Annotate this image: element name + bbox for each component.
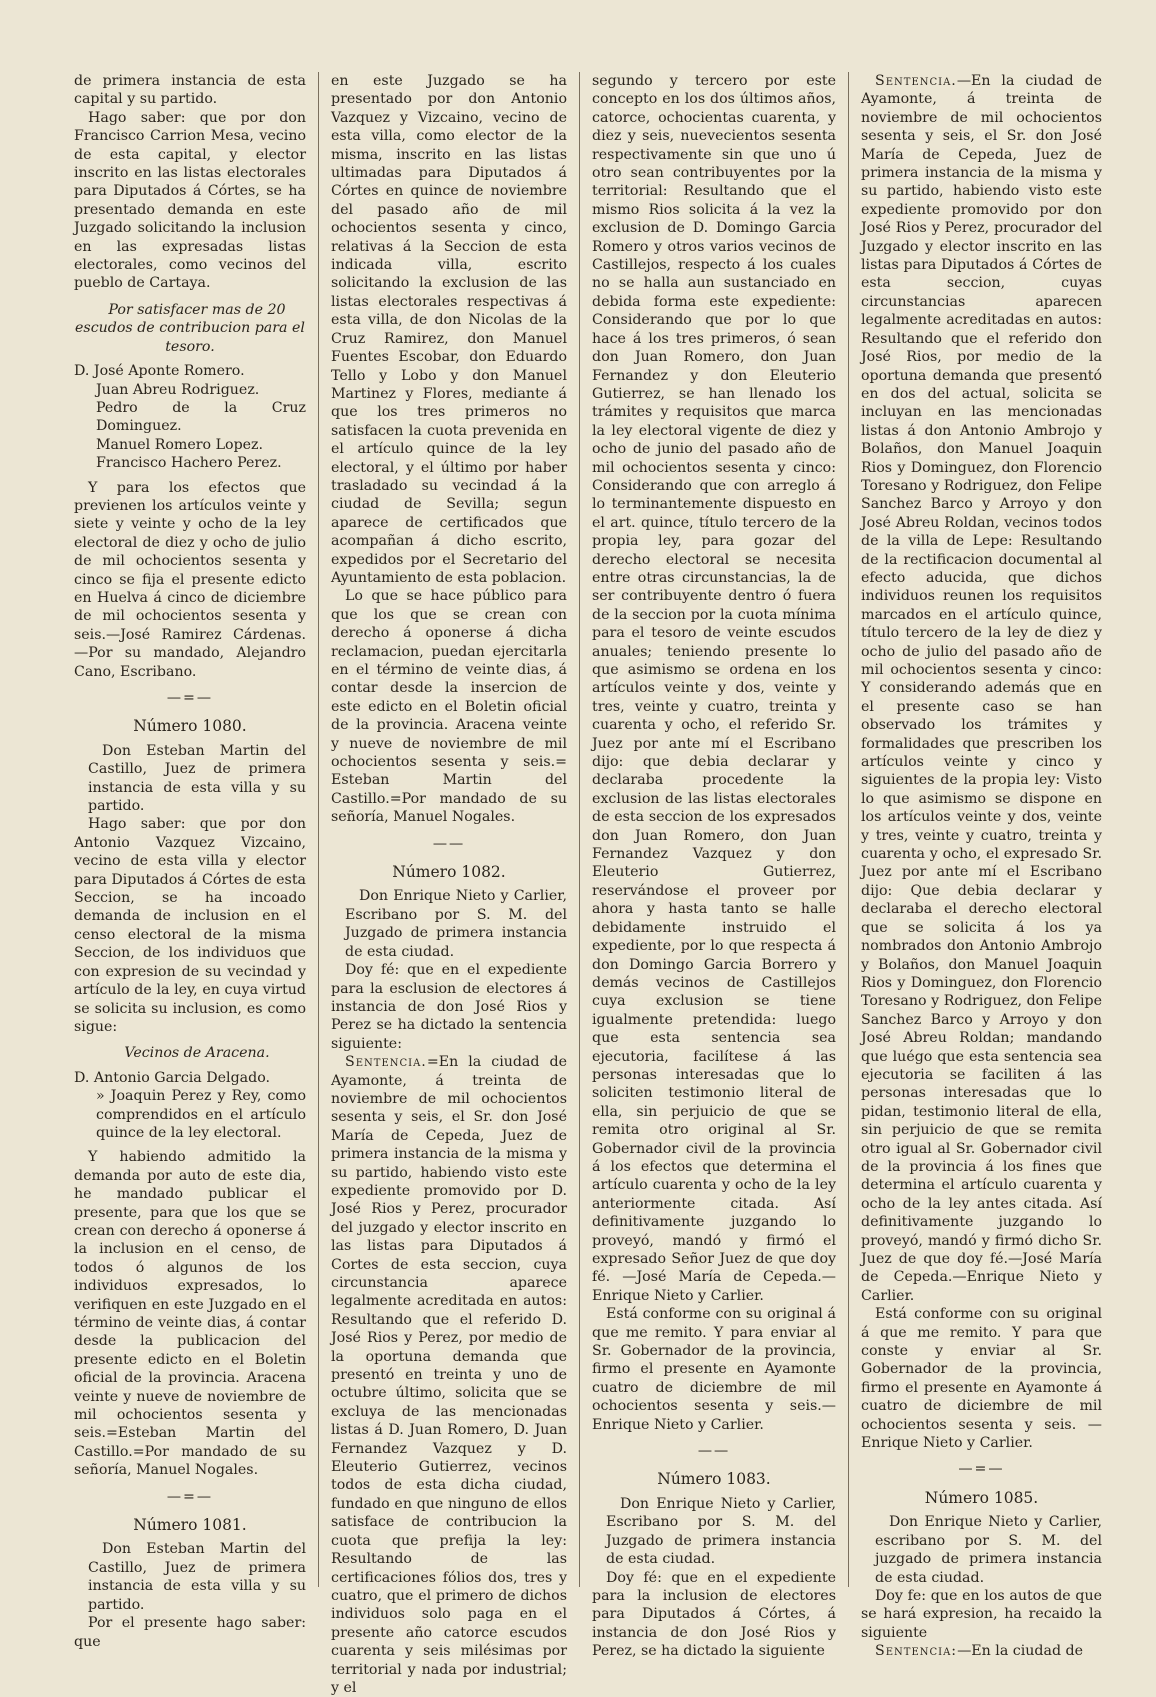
paragraph: Hago saber: que por don Antonio Vazquez Vizcaino, vecino de esta villa y elector para Diputados á Córtes de esta Seccion, se ha incoado demanda de inclusion en el censo electoral de la misma Seccion, de los individuos que con expresion de su vecindad y artículo de la ley, en cuya virtud se solicita su inclusion, es como sigue:	[74, 816, 306, 1035]
paragraph: Lo que se hace público para que los que se crean con derecho á oponerse á dicha reclamacion, puedan ejercitarla en el término de veinte dias, á contar desde la insercion de este edicto en el Boletin oficial de la provincia. Aracena veinte y nueve de noviembre de mil ochocientos sesenta y seis.= Esteban Martin del Castillo.=Por mandado de su señoría, Manuel Nogales.	[331, 588, 567, 826]
paragraph: Está conforme con su original á que me remito. Y para que conste y enviar al Sr. Gobernador de la provincia, firmo el presente en Ayamonte á cuatro de diciembre de mil ochocientos sesenta y seis. —Enrique Nieto y Carlier.	[861, 1306, 1102, 1452]
paragraph: Y para los efectos que previenen los artículos veinte y siete y veinte y ocho de la ley electoral de diez y ocho de julio de mil ochocientos sesenta y cinco se fija el presente edicto en Huelva á cinco de diciembre de mil ochocientos sesenta y seis.—José Ramirez Cárdenas. —Por su mandado, Alejandro Cano, Escribano.	[74, 479, 306, 680]
paragraph: Don Esteban Martin del Castillo, Juez de primera instancia de esta villa y su partido.	[88, 1541, 306, 1613]
sentence-label: Sentencia:	[875, 1643, 958, 1660]
paragraph: segundo y tercero por este concepto en los dos últimos años, catorce, ochocientas cuarenta, y diez y seis, nuevecientos sesenta respectivamente sin que uno ú otro sean contribuyentes por la territorial: Resultando que el mismo Rios solicita á la vez la exclusion de D. Domingo Garcia Romero y otros varios vecinos de Castillejos, respecto á los cuales no se halla aun sustanciado en debida forma este expediente: Considerando que por lo que hace á los tres primeros, ó sean don Juan Romero, don Juan Fernandez y don Eleuterio Gutierrez, se han llenado los trámites y requisitos que marca la ley electoral vigente de diez y ocho de junio del pasado año de mil ochocientos sesenta y cinco: Considerando que con arreglo á lo terminantemente dispuesto en el art. quince, título tercero de la propia ley, para gozar del derecho electoral se necesita entre otras circunstancias, la de ser contribuyente dentro ó fuera de la seccion por la cuota mínima para el tesoro de veinte escudos anuales; teniendo presente lo que asimismo se ordena en los artículos veinte y dos, veinte y tres, veinte y cuatro, treinta y cuarenta y ocho, el referido Sr. Juez por ante mí el Escribano dijo: que debia declarar y declaraba procedente la exclusion de las listas electorales de esta seccion de los expresados don Juan Romero, don Juan Fernandez Vazquez y don Eleuterio Gutierrez, reservándose el proveer por ahora y hasta tanto se halle debidamente instruido el expediente, por lo que respecta á don Domingo Garcia Borrero y demás vecinos de Castillejos cuya exclusion se tiene igualmente pretendida: luego que esta sentencia sea ejecutoria, facilítese á las personas interesadas que lo soliciten testimonio literal de ella, sin perjuicio de que se remita otro original al Sr. Gobernador civil de la provincia á los efectos que determina el artículo cuarenta y ocho de la ley anteriormente citada. Así definitivamente juzgando lo proveyó, mandó y firmó el expresado Señor Juez de que doy fé. —José María de Cepeda.—Enrique Nieto y Carlier.	[592, 73, 836, 1304]
paragraph: Don Enrique Nieto y Carlier, Escribano por S. M. del Juzgado de primera instancia de esta ciudad.	[345, 888, 567, 960]
paragraph: Está conforme con su original á que me remito. Y para enviar al Sr. Gobernador de la provincia, firmo el presente en Ayamonte cuatro de diciembre de mil ochocientos sesenta y seis.—Enrique Nieto y Carlier.	[592, 1306, 836, 1433]
sentence-text: —En la ciudad de Ayamonte, á treinta de noviembre de mil ochocientos sesenta y seis, el Sr. don José María de Cepeda, Juez de primera instancia de la misma y su partido, habiendo visto este expediente promovido por don José Rios y Perez, procurador del Juzgado y elector inscrito en las listas para Diputados á Córtes de esta seccion, cuyas circunstancias aparecen legalmente acreditadas en autos: Resultando que el referido don José Rios, por medio de la oportuna demanda que presentó en dos del actual, solicita se incluyan en las mencionadas listas á don Antonio Ambrojo y Bolaños, don Manuel Joaquin Rios y Dominguez, don Florencio Toresano y Rodriguez, don Felipe Sanchez Barco y Arroyo y don José Abreu Roldan, vecinos todos de la villa de Lepe: Resultando de la rectificacion documental al efecto aducida, que dichos individuos reunen los requisitos marcados en el artículo quince, título tercero de la ley de diez y ocho de julio del pasado año de mil ochocientos sesenta y cinco: Y considerando además que en el presente caso se han observado los trámites y formalidades que prescriben los artículos veinte y cinco y siguientes de la propia ley: Visto lo que asimismo se dispone en los artículos veinte y dos, veinte y tres, veinte y cuatro, treinta y cuarenta y ocho, el expresado Sr. Juez por ante mí el Escribano dijo: Que debia declarar y declaraba el derecho electoral que se solicita á los ya nombrados don Antonio Ambrojo y Bolaños, don Manuel Joaquin Rios y Dominguez, don Florencio Toresano y Rodriguez, don Felipe Sanchez Barco y Arroyo y don José Abreu Roldan; mandando que luégo que esta sentencia sea ejecutoria se faciliten á las personas interesadas que lo pidan, testimonio literal de ella, sin perjuicio de que se remita otro igual al Sr. Gobernador civil de la provincia á los fines que determina el artículo cuarenta y ocho de la ley antes citada. Así definitivamente juzgando lo proveyó, mandó y firmó dicho Sr. Juez de que doy fé.—José María de Cepeda.—Enrique Nieto y Carlier.	[861, 73, 1102, 1304]
section-number: Número 1083.	[657, 1470, 771, 1489]
name-list	[74, 1069, 306, 1143]
list-item: Francisco Hachero Perez.	[96, 455, 282, 472]
paragraph	[861, 72, 1102, 1305]
list-item: Juan Abreu Rodriguez.	[96, 381, 260, 398]
column-divider	[579, 72, 580, 1587]
separator: —=—	[958, 1461, 1005, 1478]
paragraph: Hago saber: que por don Francisco Carrion Mesa, vecino de esta capital, y elector inscrito en las listas electorales para Diputados á Córtes, se ha presentado demanda en este Juzgado solicitando la inclusion en las expresadas listas electorales, como vecinos del pueblo de Cartaya.	[74, 109, 306, 292]
list-item: Pedro de la Cruz Dominguez.	[96, 399, 306, 435]
column-divider	[318, 72, 319, 1587]
column-4	[861, 72, 1102, 1660]
section-number: Número 1085.	[924, 1488, 1039, 1507]
separator: ——	[432, 835, 466, 852]
sentence-label: Sentencia.	[345, 1054, 427, 1071]
sentence-text: =En la ciudad de Ayamonte, á treinta de noviembre de mil ochocientos sesenta y seis, el Sr. don José María de Cepeda, Juez de primera instancia de la misma y su partido, habiendo visto este expediente promovido por D. José Rios y Perez, procurador del juzgado y elector inscrito en las listas para Diputados á Cortes de esta seccion, cuya circunstancia aparece legalmente acreditada en autos: Resultando que el referido D. José Rios y Perez, por medio de la oportuna demanda que presentó en treinta y uno de octubre último, solicita que se excluya de las mencionadas listas á D. Juan Romero, D. Juan Fernandez Vazquez y D. Eleuterio Gutierrez, vecinos todos de esta dicha ciudad, fundado en que ninguno de ellos satisface de contribucion la cuota que prefija la ley: Resultando de las certificaciones fólios dos, tres y cuatro, que el primero de dichos individuos solo paga en el presente año catorce escudos cuarenta y seis milésimas por territorial y nada por industrial; y el	[331, 1054, 567, 1696]
list-item: D. José Aponte Romero.	[74, 363, 245, 380]
paragraph: de primera instancia de esta capital y su partido.	[74, 73, 306, 108]
section-number: Número 1080.	[133, 717, 247, 736]
separator: —=—	[166, 690, 214, 706]
paragraph: Doy fé: que en el expediente para la esclusion de electores á instancia de don José Rios y Perez se ha dictado la sentencia siguiente:	[331, 962, 567, 1052]
paragraph: Doy fé: que en el expediente para la inclusion de electores para Diputados á Córtes, á instancia de don José Rios y Perez, se ha dictado la siguiente	[592, 1569, 836, 1660]
section-number: Número 1082.	[392, 863, 506, 882]
subheading: Vecinos de Aracena.	[124, 1045, 270, 1062]
paragraph	[861, 1642, 1102, 1660]
paragraph: Doy fe: que en los autos de que se hará expresion, ha recaido la siguiente	[861, 1587, 1102, 1641]
paragraph: Por el presente hago saber: que	[74, 1615, 306, 1650]
paragraph	[331, 1053, 567, 1697]
paragraph: Don Esteban Martin del Castillo, Juez de primera instancia de esta villa y su partido.	[88, 742, 306, 815]
sentence-label: Sentencia.	[875, 73, 957, 89]
column-3	[592, 72, 836, 1660]
paragraph: Don Enrique Nieto y Carlier, escribano por S. M. del juzgado de primera instancia de esta ciudad.	[875, 1514, 1102, 1586]
paragraph: Y habiendo admitido la demanda por auto de este dia, he mandado publicar el presente, para que los que se crean con derecho á oponerse á la inclusion en el censo, de todos ó algunos de los individuos expresados, lo verifiquen en este Juzgado en el término de veinte dias, á contar desde la publicacion del presente edicto en el Boletin oficial de la provincia. Aracena veinte y nueve de noviembre de mil ochocientos sesenta y seis.=Esteban Martin del Castillo.=Por mandado de su señoría, Manuel Nogales.	[74, 1149, 306, 1479]
list-item: Manuel Romero Lopez.	[96, 436, 264, 453]
section-number: Número 1081.	[133, 1516, 247, 1535]
separator: —=—	[166, 1488, 214, 1505]
column-2	[331, 72, 567, 1696]
list-item: D. Antonio Garcia Delgado.	[74, 1069, 270, 1086]
sentence-text: —En la ciudad de	[957, 1643, 1084, 1660]
list-item: » Joaquin Perez y Rey, como comprendidos en el artículo quince de la ley electoral.	[96, 1088, 306, 1141]
name-list	[74, 362, 306, 472]
subheading: Por satisfacer mas de 20 escudos de contribucion para el tesoro.	[75, 301, 305, 355]
paragraph: Don Enrique Nieto y Carlier, Escribano por S. M. del Juzgado de primera instancia de esta ciudad.	[606, 1495, 836, 1568]
column-divider	[848, 72, 849, 1587]
paragraph: en este Juzgado se ha presentado por don Antonio Vazquez y Vizcaino, vecino de esta villa, como elector de la misma, inscrito en las listas ultimadas para Diputados á Córtes en quince de noviembre del pasado año de mil ochocientos sesenta y cinco, relativas á la Seccion de esta indicada villa, escrito solicitando la exclusion de las listas electorales respectivas á esta villa, de don Nicolas de la Cruz Ramirez, don Manuel Fuentes Escobar, don Eduardo Tello y Lobo y don Manuel Martinez y Flores, mediante á que los tres primeros no satisfacen la cuota prevenida en el artículo quince de la ley electoral, y el último por haber trasladado su vecindad á la ciudad de Sevilla; segun aparece de certificados que acompañan á dicho escrito, expedidos por el Secretario del Ayuntamiento de esta poblacion.	[331, 73, 567, 586]
separator: ——	[697, 1443, 731, 1460]
column-1	[74, 72, 306, 1650]
